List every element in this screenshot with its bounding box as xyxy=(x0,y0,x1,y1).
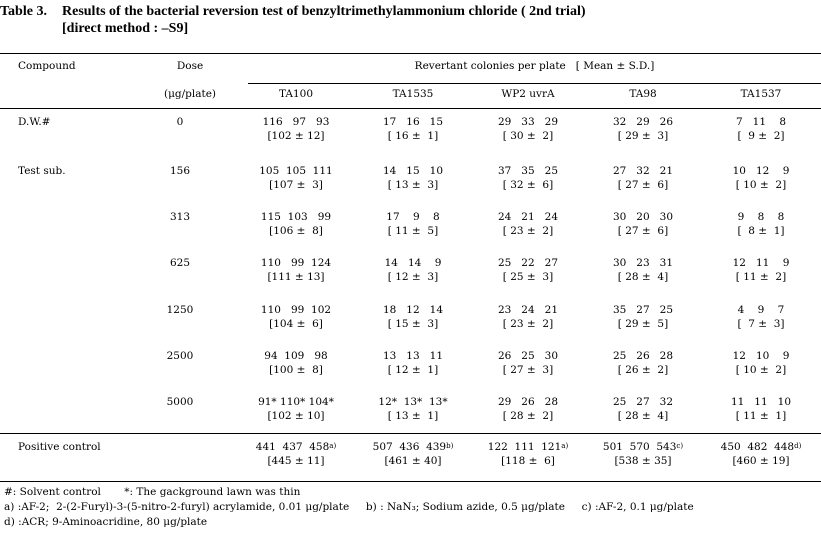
positive-values: 450 482 448 xyxy=(720,441,795,453)
cell-counts: 13 13 11 xyxy=(382,350,444,362)
cell-mean-sd: [ 23 ± 2] xyxy=(502,225,554,237)
cell-counts: 29 33 29 xyxy=(497,116,559,128)
positive-values: 507 436 439 xyxy=(372,441,447,453)
cell-mean-sd: [ 25 ± 3] xyxy=(502,271,554,283)
cell-counts: 27 32 21 xyxy=(612,165,674,177)
cell-counts: 32 29 26 xyxy=(612,116,674,128)
cell-mean-sd: [ 27 ± 3] xyxy=(502,364,554,376)
cell-counts: 25 26 28 xyxy=(612,350,674,362)
cell-mean-sd: [104 ± 6] xyxy=(269,318,323,330)
cell-mean-sd: [102 ± 12] xyxy=(267,130,325,142)
cell-mean-sd: [ 12 ± 1] xyxy=(387,364,439,376)
title-line-1: Results of the bacterial reversion test of benzyltrimethylammonium chloride ( 2nd trial) xyxy=(62,4,586,19)
cell-mean-sd: [ 11 ± 5] xyxy=(387,225,439,237)
positive-control-counts xyxy=(241,440,351,454)
cell-counts: 25 22 27 xyxy=(497,257,559,269)
row-dose: 156 xyxy=(169,165,191,177)
cell-mean-sd: [ 16 ± 1] xyxy=(387,130,439,142)
positive-footnote-marker: d) xyxy=(794,442,802,450)
cell-counts: 116 97 93 xyxy=(262,116,330,128)
footnote-1: #: Solvent control *: The gackground lawn was thin xyxy=(4,486,301,498)
table-label: Table 3. xyxy=(0,4,47,19)
cell-counts: 29 26 28 xyxy=(497,396,559,408)
cell-mean-sd: [106 ± 8] xyxy=(269,225,323,237)
positive-control-mean-sd: [118 ± 6] xyxy=(501,455,555,467)
cell-mean-sd: [ 8 ± 1] xyxy=(737,225,785,237)
cell-mean-sd: [ 32 ± 6] xyxy=(502,179,554,191)
cell-counts: 94 109 98 xyxy=(264,350,328,362)
positive-footnote-marker: c) xyxy=(676,442,684,450)
cell-counts: 4 9 7 xyxy=(737,304,785,316)
positive-footnote-marker: a) xyxy=(561,442,569,450)
cell-mean-sd: [ 13 ± 1] xyxy=(387,410,439,422)
cell-mean-sd: [ 28 ± 2] xyxy=(502,410,554,422)
cell-counts: 12 10 9 xyxy=(732,350,790,362)
header-dose-unit: (μg/plate) xyxy=(163,88,217,100)
cell-mean-sd: [ 15 ± 3] xyxy=(387,318,439,330)
cell-counts: 11 11 10 xyxy=(730,396,792,408)
header-strain: TA100 xyxy=(278,88,314,100)
row-dose: 2500 xyxy=(166,350,194,362)
cell-mean-sd: [ 29 ± 5] xyxy=(617,318,669,330)
cell-counts: 10 12 9 xyxy=(732,165,790,177)
positive-values: 441 437 458 xyxy=(255,441,330,453)
cell-mean-sd: [ 7 ± 3] xyxy=(737,318,785,330)
cell-counts: 12* 13* 13* xyxy=(378,396,448,408)
cell-counts: 91* 110* 104* xyxy=(258,396,334,408)
cell-counts: 17 9 8 xyxy=(386,211,440,223)
positive-footnote-marker: a) xyxy=(329,442,337,450)
positive-control-mean-sd: [461 ± 40] xyxy=(384,455,442,467)
cell-counts: 9 8 8 xyxy=(737,211,785,223)
positive-control-mean-sd: [538 ± 35] xyxy=(614,455,672,467)
positive-control-counts xyxy=(588,440,698,454)
header-strain: TA98 xyxy=(629,88,657,100)
row-dose: 625 xyxy=(169,257,191,269)
cell-counts: 35 27 25 xyxy=(612,304,674,316)
cell-mean-sd: [ 10 ± 2] xyxy=(735,179,787,191)
cell-counts: 14 14 9 xyxy=(384,257,442,269)
top-rule xyxy=(0,53,821,54)
cell-counts: 12 11 9 xyxy=(732,257,790,269)
cell-counts: 23 24 21 xyxy=(497,304,559,316)
cell-mean-sd: [ 9 ± 2] xyxy=(737,130,785,142)
cell-mean-sd: [ 10 ± 2] xyxy=(735,364,787,376)
cell-mean-sd: [ 11 ± 2] xyxy=(735,271,787,283)
cell-mean-sd: [ 28 ± 4] xyxy=(617,271,669,283)
row-compound: D.W.# xyxy=(18,116,51,128)
header-bottom-rule xyxy=(0,108,821,109)
cell-counts: 25 27 32 xyxy=(612,396,674,408)
cell-mean-sd: [ 30 ± 2] xyxy=(502,130,554,142)
cell-mean-sd: [111 ± 13] xyxy=(267,271,325,283)
cell-mean-sd: [ 27 ± 6] xyxy=(617,179,669,191)
row-dose: 1250 xyxy=(166,304,194,316)
positive-footnote-marker: b) xyxy=(446,442,454,450)
cell-mean-sd: [ 12 ± 3] xyxy=(387,271,439,283)
title-line-2: [direct method : –S9] xyxy=(62,21,189,36)
row-dose: 5000 xyxy=(166,396,194,408)
header-dose: Dose xyxy=(176,60,204,72)
footnote-3: d) :ACR; 9-Aminoacridine, 80 μg/plate xyxy=(4,516,208,528)
cell-counts: 14 15 10 xyxy=(382,165,444,177)
header-strain: WP2 uvrA xyxy=(501,88,555,100)
cell-mean-sd: [ 26 ± 2] xyxy=(617,364,669,376)
header-compound: Compound xyxy=(18,60,76,72)
positive-control-rule xyxy=(0,433,821,434)
footnote-2: a) :AF-2; 2-(2-Furyl)-3-(5-nitro-2-furyl) acrylamide, 0.01 μg/plate b) : NaN₃; Sodium azide, 0.5 μg/plate c) :AF-2, 0.1 μg/plate xyxy=(4,501,694,513)
cell-counts: 110 99 124 xyxy=(260,257,332,269)
cell-counts: 7 11 8 xyxy=(735,116,787,128)
cell-counts: 24 21 24 xyxy=(497,211,559,223)
cell-counts: 105 105 111 xyxy=(259,165,333,177)
cell-counts: 37 35 25 xyxy=(497,165,559,177)
cell-mean-sd: [100 ± 8] xyxy=(269,364,323,376)
cell-mean-sd: [ 23 ± 2] xyxy=(502,318,554,330)
cell-mean-sd: [ 29 ± 3] xyxy=(617,130,669,142)
row-dose: 313 xyxy=(169,211,191,223)
header-strain: TA1535 xyxy=(392,88,434,100)
bottom-rule xyxy=(0,481,821,482)
positive-values: 501 570 543 xyxy=(602,441,677,453)
cell-counts: 26 25 30 xyxy=(497,350,559,362)
positive-control-counts xyxy=(473,440,583,454)
cell-counts: 18 12 14 xyxy=(382,304,444,316)
cell-mean-sd: [ 28 ± 4] xyxy=(617,410,669,422)
positive-control-label: Positive control xyxy=(18,441,101,453)
positive-control-mean-sd: [460 ± 19] xyxy=(732,455,790,467)
positive-control-counts xyxy=(358,440,468,454)
cell-counts: 30 20 30 xyxy=(612,211,674,223)
cell-mean-sd: [ 13 ± 3] xyxy=(387,179,439,191)
cell-counts: 110 99 102 xyxy=(260,304,332,316)
cell-mean-sd: [102 ± 10] xyxy=(267,410,325,422)
row-compound: Test sub. xyxy=(18,165,66,177)
positive-control-counts xyxy=(706,440,816,454)
strain-header-rule xyxy=(248,83,821,84)
header-strain: TA1537 xyxy=(740,88,782,100)
row-dose: 0 xyxy=(176,116,184,128)
positive-values: 122 111 121 xyxy=(487,441,562,453)
cell-mean-sd: [ 11 ± 1] xyxy=(735,410,787,422)
header-revertant: Revertant colonies per plate [ Mean ± S.D.] xyxy=(414,60,655,72)
cell-mean-sd: [ 27 ± 6] xyxy=(617,225,669,237)
cell-counts: 17 16 15 xyxy=(382,116,444,128)
positive-control-mean-sd: [445 ± 11] xyxy=(267,455,325,467)
cell-mean-sd: [107 ± 3] xyxy=(269,179,323,191)
cell-counts: 115 103 99 xyxy=(260,211,332,223)
cell-counts: 30 23 31 xyxy=(612,257,674,269)
table-title xyxy=(0,3,586,37)
